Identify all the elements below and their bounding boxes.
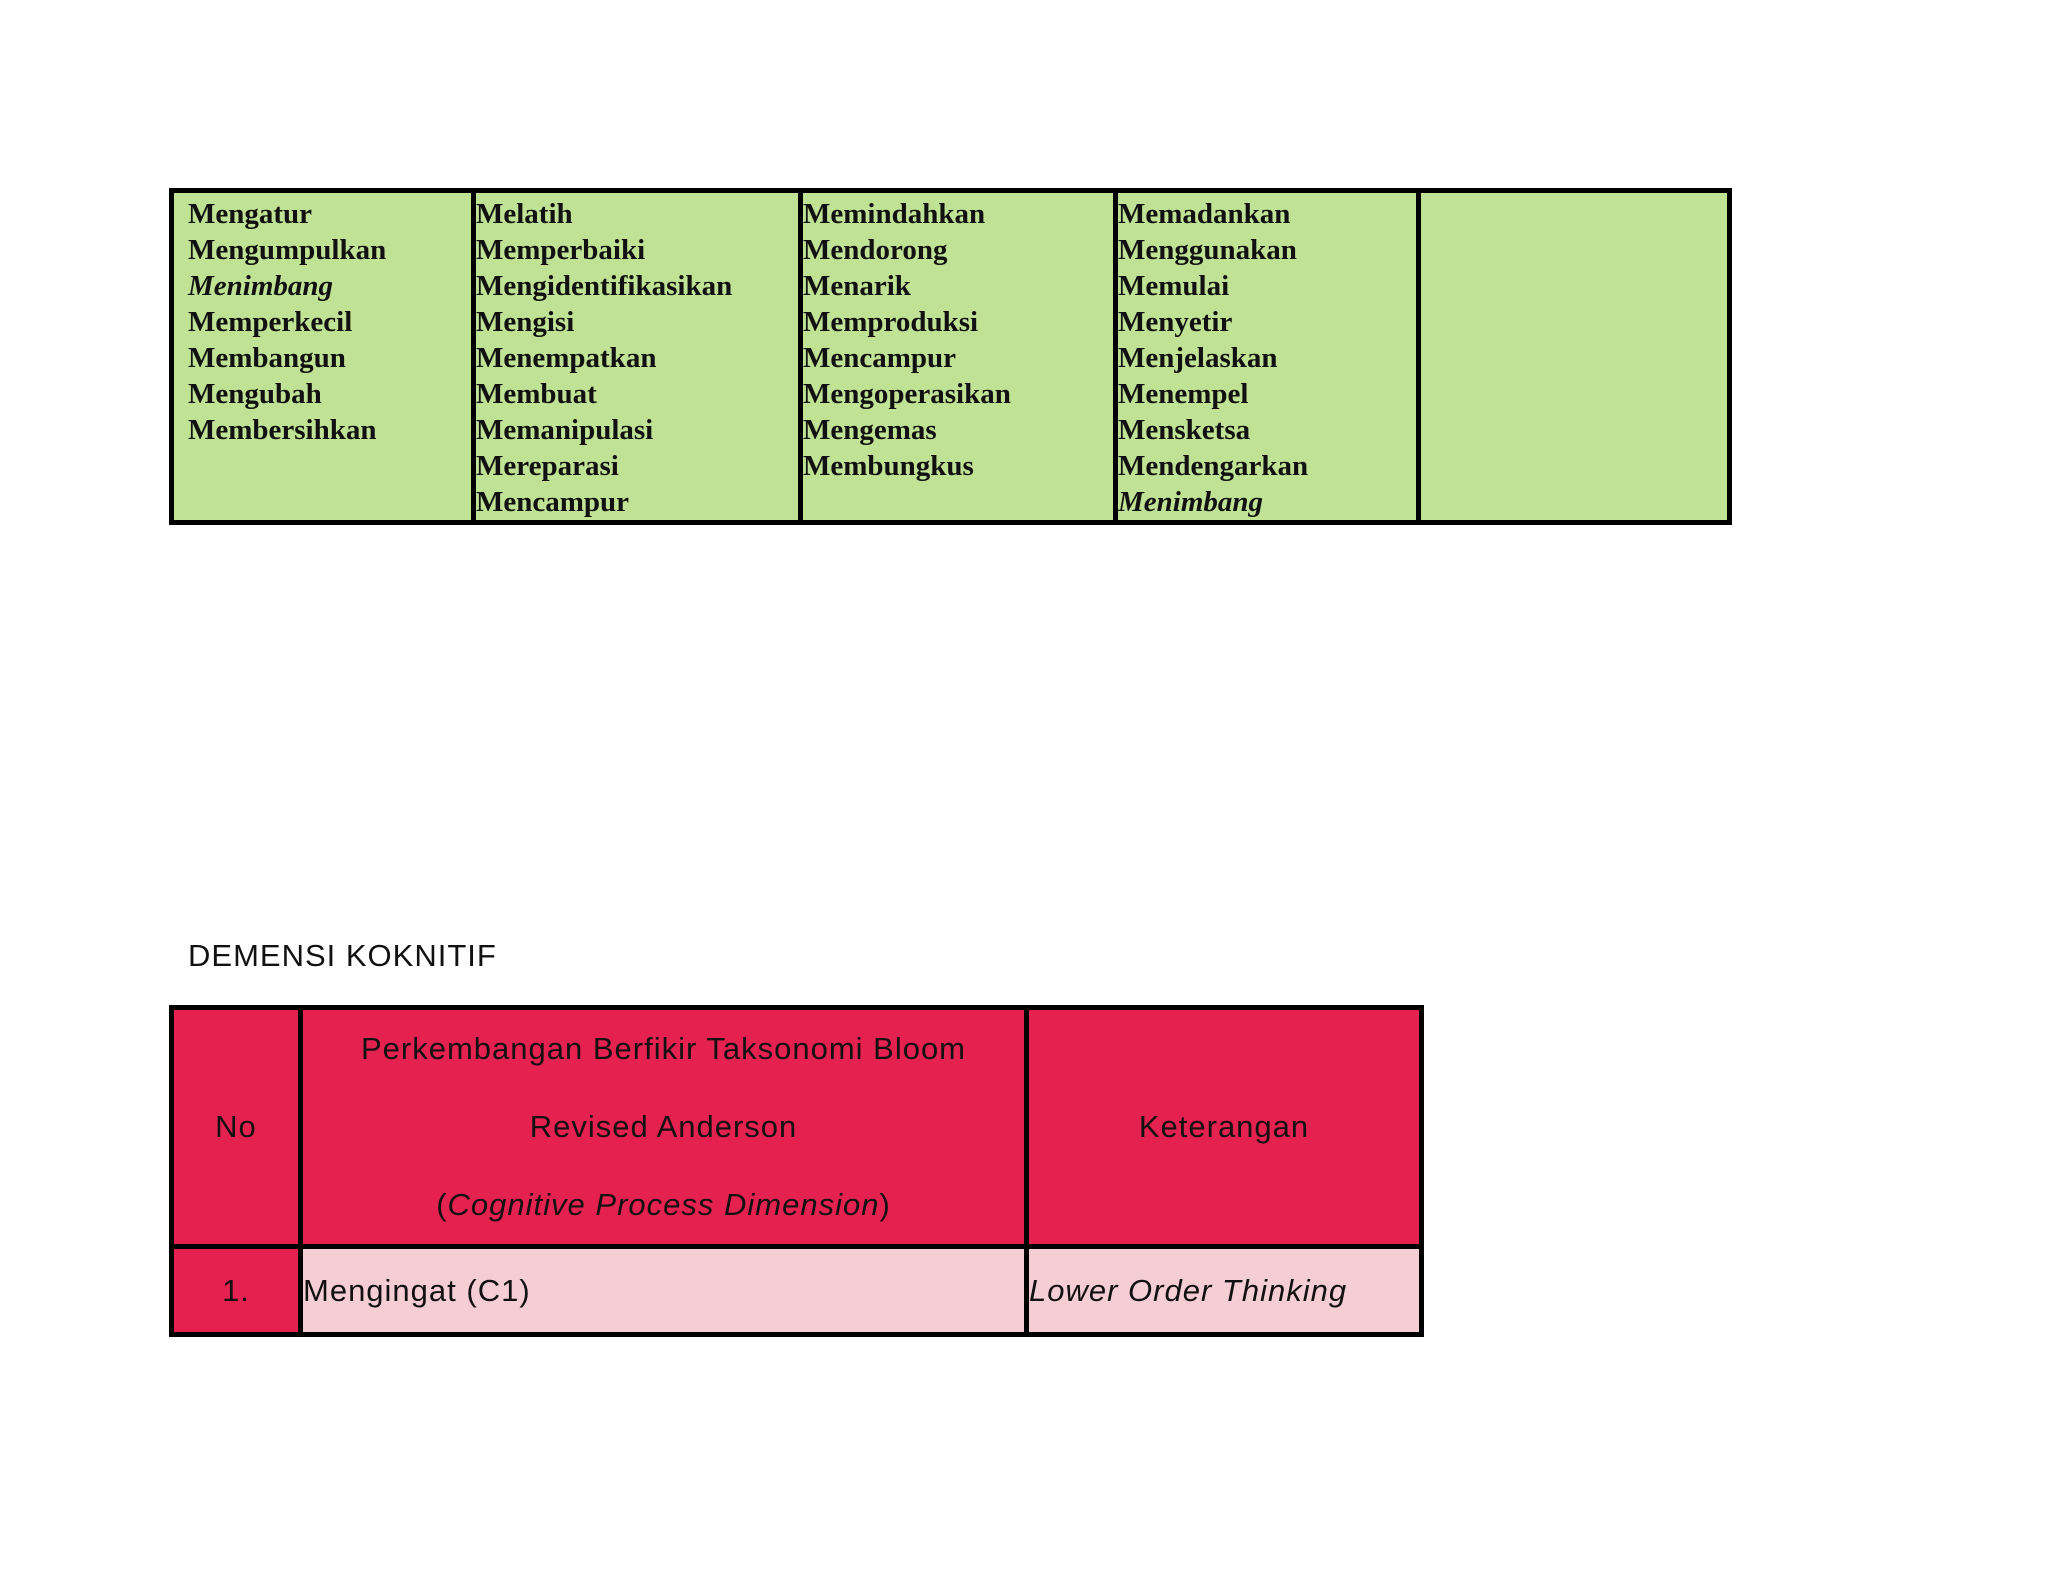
verb-item: Mengisi (476, 306, 575, 338)
verb-table (169, 188, 1732, 525)
verb-item: Memanipulasi (476, 414, 654, 446)
verb-item: Mendengarkan (1118, 450, 1309, 482)
verb-item: Mencampur (803, 342, 957, 374)
verb-item: Menggunakan (1118, 234, 1297, 266)
row-no: 1. (172, 1247, 301, 1335)
bloom-table (169, 1005, 1424, 1337)
verb-item: Menempel (1118, 378, 1249, 410)
header-main (301, 1008, 1027, 1247)
header-main-line2: Revised Anderson (529, 1109, 798, 1144)
verb-item: Mengubah (188, 378, 322, 410)
paren-close: ) (879, 1187, 891, 1222)
verb-column-4 (1116, 191, 1419, 523)
header-main-line3-italic: Cognitive Process Dimension (447, 1187, 880, 1222)
verb-item: Mengoperasikan (803, 378, 1011, 410)
verb-item: Mensketsa (1118, 414, 1251, 446)
verb-item: Menjelaskan (1118, 342, 1278, 374)
verb-column-5 (1419, 191, 1730, 523)
verb-item: Melatih (476, 198, 573, 230)
bloom-table-header-row (172, 1008, 1422, 1247)
verb-item: Membuat (476, 378, 597, 410)
verb-column-3 (801, 191, 1116, 523)
verb-item: Menimbang (1118, 486, 1264, 518)
verb-item: Memulai (1118, 270, 1230, 302)
verb-table-row (172, 191, 1730, 523)
verb-item: Menimbang (188, 270, 334, 302)
row-level: Mengingat (C1) (301, 1247, 1027, 1335)
verb-item: Memindahkan (803, 198, 986, 230)
verb-item: Mendorong (803, 234, 948, 266)
header-no: No (172, 1008, 301, 1247)
verb-item: Mengatur (188, 198, 313, 230)
verb-item: Memadankan (1118, 198, 1291, 230)
verb-item: Mengidentifikasikan (476, 270, 733, 302)
verb-item: Memproduksi (803, 306, 979, 338)
verb-item: Membersihkan (188, 414, 377, 446)
header-main-line3 (303, 1166, 1024, 1244)
verb-column-1 (172, 191, 474, 523)
table-row (172, 1247, 1422, 1335)
verb-item: Menarik (803, 270, 911, 302)
verb-item: Memperkecil (188, 306, 353, 338)
paren-open: ( (436, 1187, 448, 1222)
row-keterangan: Lower Order Thinking (1027, 1247, 1422, 1335)
verb-item: Membangun (188, 342, 346, 374)
verb-item: Mengemas (803, 414, 937, 446)
section-heading: DEMENSI KOKNITIF (188, 938, 497, 973)
verb-item: Mengumpulkan (188, 234, 387, 266)
verb-column-2 (474, 191, 801, 523)
verb-item: Mereparasi (476, 450, 619, 482)
verb-item: Memperbaiki (476, 234, 646, 266)
header-main-line1: Perkembangan Berfikir Taksonomi Bloom (360, 1031, 967, 1066)
verb-item: Menempatkan (476, 342, 657, 374)
verb-item: Menyetir (1118, 306, 1233, 338)
header-keterangan: Keterangan (1027, 1008, 1422, 1247)
verb-item: Mencampur (476, 486, 630, 518)
verb-item: Membungkus (803, 450, 974, 482)
